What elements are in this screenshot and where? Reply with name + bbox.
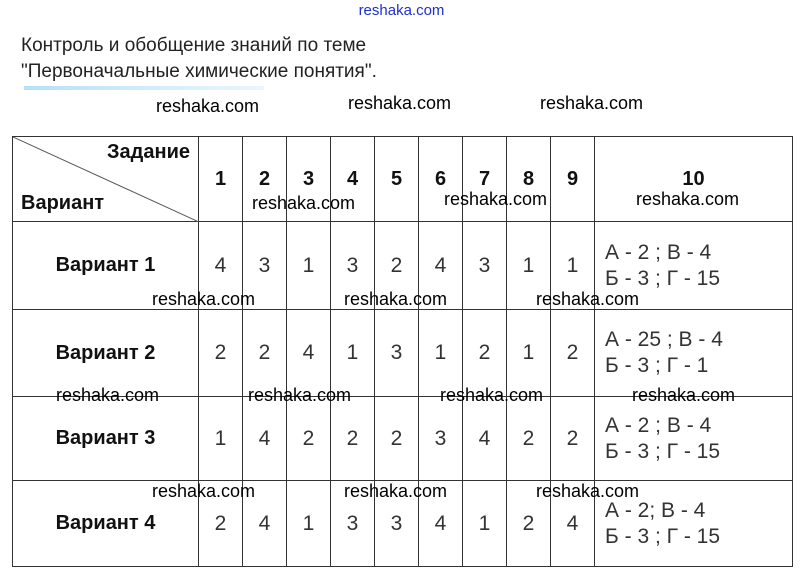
answer-line: Б - 3 ; Г - 15: [605, 266, 721, 290]
title-line-1: Контроль и обобщение знаний по теме: [21, 35, 367, 56]
column-header: 6: [419, 137, 463, 222]
column-header: 5: [375, 137, 419, 222]
answer-cell: 3: [331, 222, 375, 310]
watermark: reshaka.com: [152, 289, 256, 309]
answer-cell: 3: [463, 222, 507, 310]
page-title: [21, 33, 377, 85]
answer-cell: 1: [551, 222, 595, 310]
answer-cell: 1: [199, 397, 243, 481]
answer-cell: 2: [463, 310, 507, 397]
answer-cell: 2: [507, 397, 551, 481]
answer-cell: 3: [375, 310, 419, 397]
row-label: Вариант 2: [13, 310, 199, 397]
answer-cell: 4: [419, 222, 463, 310]
answer-cell: 1: [287, 481, 331, 567]
answer-line: Б - 3 ; Г - 15: [605, 524, 721, 548]
answer-cell: 1: [507, 310, 551, 397]
column-header: 9: [551, 137, 595, 222]
watermark: reshaka.com: [348, 93, 452, 113]
answer-cell: 2: [287, 397, 331, 481]
answer-cell: 4: [287, 310, 331, 397]
answer-cell: 1: [331, 310, 375, 397]
watermark: reshaka.com: [536, 289, 640, 309]
answer-cell: 2: [507, 481, 551, 567]
answer-line: А - 2 ; В - 4: [605, 240, 712, 264]
watermark: reshaka.com: [440, 385, 544, 405]
answer-cell: 4: [199, 222, 243, 310]
watermark: reshaka.com: [152, 481, 256, 501]
column-header: 8: [507, 137, 551, 222]
answer-cell: 2: [331, 397, 375, 481]
watermark: reshaka.com: [632, 385, 736, 405]
answer-line: А - 2; В - 4: [605, 498, 706, 522]
corner-cell: [13, 137, 199, 222]
answer-cell: 2: [243, 310, 287, 397]
watermark: reshaka.com: [444, 189, 548, 209]
watermark: reshaka.com: [56, 385, 160, 405]
answer-cell: 3: [331, 481, 375, 567]
answer-cell: 1: [419, 310, 463, 397]
row-label: Вариант 4: [13, 481, 199, 567]
corner-label-variant: Вариант: [21, 192, 105, 214]
site-header-link[interactable]: reshaka.com: [358, 2, 445, 19]
answer-cell-10: [595, 397, 793, 481]
answer-cell: 1: [507, 222, 551, 310]
answer-line: А - 25 ; В - 4: [605, 328, 723, 351]
answer-line: А - 2 ; В - 4: [605, 413, 712, 437]
answer-line: Б - 3 ; Г - 15: [605, 439, 721, 463]
answer-cell: 1: [463, 481, 507, 567]
watermark: reshaka.com: [252, 193, 356, 213]
watermark: reshaka.com: [344, 481, 448, 501]
answer-cell: 4: [243, 481, 287, 567]
watermark: reshaka.com: [540, 93, 644, 113]
row-label: Вариант 3: [13, 397, 199, 481]
watermark: reshaka.com: [636, 189, 740, 209]
column-header: 4: [331, 137, 375, 222]
answer-cell: 1: [287, 222, 331, 310]
corner-label-task: Задание: [107, 141, 190, 163]
answer-cell: 2: [551, 310, 595, 397]
faded-subtitle-line: [24, 86, 264, 90]
answer-cell: 3: [243, 222, 287, 310]
column-header: 2: [243, 137, 287, 222]
answer-line: Б - 3 ; Г - 1: [605, 354, 709, 377]
table-row: [13, 310, 793, 397]
answer-cell: 3: [419, 397, 463, 481]
watermark: reshaka.com: [156, 96, 260, 116]
answer-cell: 2: [199, 310, 243, 397]
column-header: 3: [287, 137, 331, 222]
watermark: reshaka.com: [248, 385, 352, 405]
answer-cell: 4: [419, 481, 463, 567]
answer-cell: 4: [551, 481, 595, 567]
answer-cell: 2: [199, 481, 243, 567]
column-header: 7: [463, 137, 507, 222]
row-label: Вариант 1: [13, 222, 199, 310]
answer-cell-10: [595, 310, 793, 397]
answer-cell: 2: [375, 397, 419, 481]
answer-cell: 2: [375, 222, 419, 310]
answer-cell: 4: [243, 397, 287, 481]
column-header: 10: [595, 137, 793, 222]
watermark: reshaka.com: [344, 289, 448, 309]
answer-cell: 4: [463, 397, 507, 481]
table-row: [13, 397, 793, 481]
answer-cell: 2: [551, 397, 595, 481]
column-header: 1: [199, 137, 243, 222]
answer-cell: 3: [375, 481, 419, 567]
title-line-2: "Первоначальные химические понятия".: [21, 61, 377, 82]
watermark: reshaka.com: [536, 481, 640, 501]
